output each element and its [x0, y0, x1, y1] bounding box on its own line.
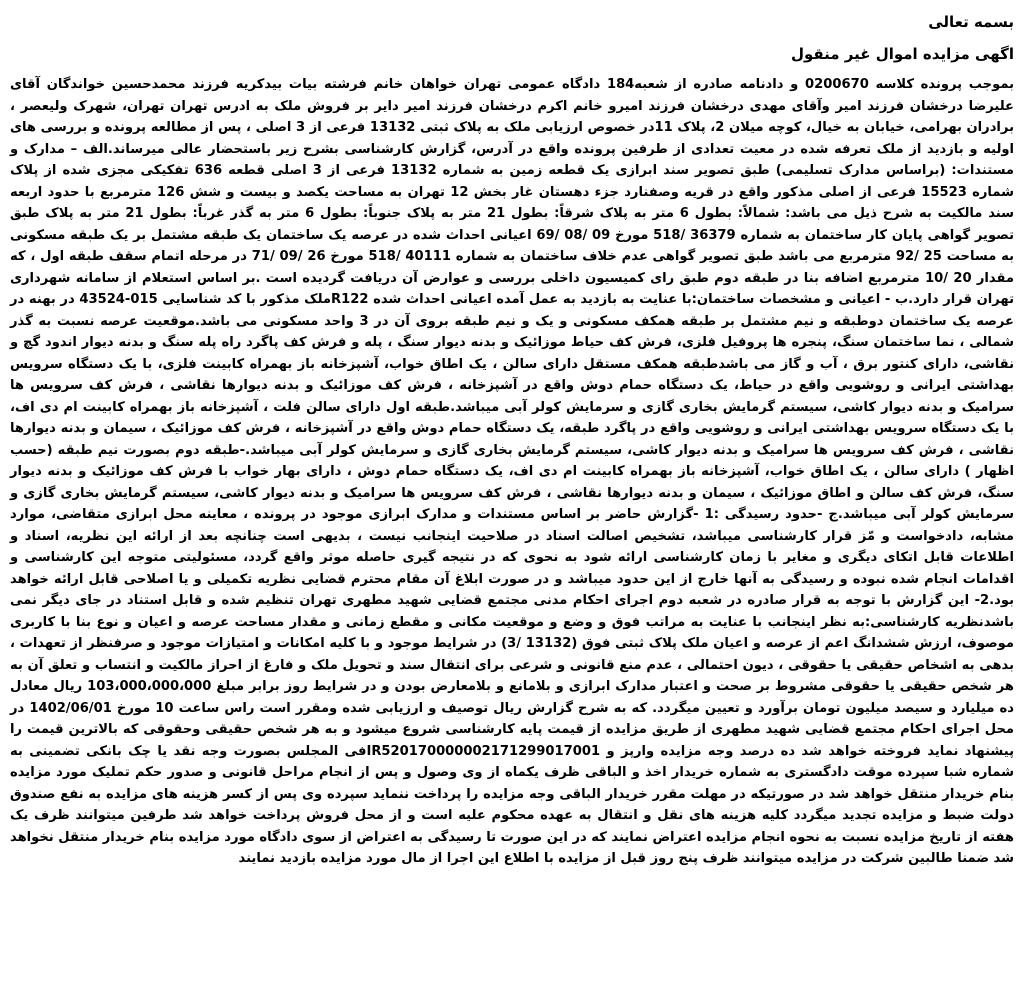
- notice-body-text: بموجب پرونده کلاسه 0200670 و دادنامه صادره از شعبه184 دادگاه عمومی تهران خواهان خانم فرشته بیات بیدکریه فرزند محمدحسین خواندگان آقای علیرضا درخشان فرزند امیر وآقای مهدی درخشان فرزند امیرو خانم اکرم درخشان فرزند امیر دایر بر فروش ملک به ادرس تهران تهران، شهرک ولیعصر ، برادران بهرامی، خیابان به خیال، کوچه میلان 2، پلاک 11در خصوص ارزیابی ملک به پلاک ثبتی 13132 فرعی از 3 اصلی ، پس از مطالعه پرونده و بررسی های اولیه و بازدید از ملک تعرفه شده در معیت تعدادی از طرفین پرونده واقع در آدرس، گزارش کارشناسی بشرح زیر باستحضار عالی میرساند.الف – مدارک و مستندات: (براساس مدارک تسلیمی) طبق تصویر سند ابرازی یک قطعه زمین به شماره 13132 فرعی از 3 اصلی قطعه 636 تفکیکی مجزی شده از پلاک شماره 15523 فرعی از اصلی مذکور واقع در قریه وصفنارد جزء دهستان غار بخش 12 تهران به مساحت یکصد و بیست و شش 126 مترمربع با حدود اربعه سند مالکیت به شرح ذیل می باشد: شمالاً: بطول 6 متر به پلاک شرقاً: بطول 21 متر به پلاک جنوباً: بطول 6 متر به گذر غرباً: بطول 21 متر به پلاک طبق تصویر گواهی پایان کار ساختمان به شماره 36379 /518 مورخ 09 /08 /69 اعیانی احداث شده در عرصه یک ساختمان یک طبقه مشتمل بر یک طبقه مسکونی به مساحت 25 /92 مترمربع می باشد طبق تصویر گواهی عدم خلاف ساختمان به شماره 40111 /518 مورخ 26 /09 /71 در مرحله اتمام سقف طبقه اول ، که مقدار 20 /10 مترمربع اضافه بنا در طبقه دوم طبق رای کمیسیون داخلی بررسی و عوارض آن دریافت گردیده است .بر اساس استعلام از سامانه شهرداری تهران قرار دارد.ب - اعیانی و مشخصات ساختمان:با عنایت به بازدید به عمل آمده اعیانی احداث شده R122ملک مذکور با کد شناسایی 015-43524 در بهنه در عرصه یک ساختمان دوطبقه و نیم مشتمل بر طبقه همکف مسکونی و یک و نیم طبقه بروی آن در 3 واحد مسکونی می باشد.موقعیت عرصه نسبت به گذر شمالی ، نما ساختمان سنگ، پنجره ها پروفیل فلزی، فرش کف حیاط موزائیک و بدنه دیوار سنگ ، پله و فرش کف پاگرد راه پله سنگ و بدنه دیوار اندود گچ و نقاشی، دارای کنتور برق ، آب و گاز می باشدطبقه همکف مستقل دارای سالن ، یک اطاق خواب، آشپزخانه باز بهمراه کابینت فلزی، با یک دستگاه سرویس بهداشتی ایرانی و روشویی واقع در حیاط، یک دستگاه حمام دوش واقع در آشپزخانه ، فرش کف موزائیک و بدنه دیوارها نقاشی ، فرش کف سرویس ها سرامیک و بدنه دیوار کاشی، سیستم گرمایش بخاری گازی و سرمایش کولر آبی میباشد.طبقه اول دارای سالن فلت ، آشپزخانه باز بهمراه کابینت ام دی اف، با یک دستگاه سرویس بهداشتی ایرانی و روشویی واقع در پاگرد طبقه، یک دستگاه حمام دوش واقع در آشپزخانه ، فرش کف موزائیک ، سیمان و بدنه دیوارها نقاشی ، فرش کف سرویس ها سرامیک و بدنه دیوار کاشی، سیستم گرمایش بخاری گازی و سرمایش کولر آبی میباشد.-طبقه دوم بصورت نیم طبقه (حسب اظهار ) دارای سالن ، یک اطاق خواب، آشپزخانه باز بهمراه کابینت ام دی اف، یک دستگاه حمام دوش ، دارای بهار خواب با فرش کف موزائیک و بدنه دیوار سنگ، فرش کف سالن و اطاق موزائیک ، سیمان و بدنه دیوارها نقاشی ، فرش کف سرویس ها سرامیک و بدنه دیوار کاشی، سیستم گرمایش بخاری گازی و سرمایش کولر آبی میباشد.ج -حدود رسیدگی :1 -گزارش حاضر بر اساس مستندات و مدارک ابرازی موجود در پرونده ، معاینه محل ابرازی متقاضی، موارد مشابه، دادخواست و مّز قرار کارشناسی میباشد، تشخیص اصالت اسناد در صلاحیت اینجانب نیست ، بدیهی است چنانچه بعد از ارائه این نظریه، اسناد و اطلاعات قابل اتکای دیگری و مغایر با زمان کارشناسی ارائه شود به نحوی که در نتیجه گیری حاصله موثر واقع گردد، مسئولیتی متوجه این کارشناسی و اقدامات انجام شده نبوده و رسیدگی به آنها خارج از این حدود میباشد و در صورت ابلاغ آن مقام محترم قضایی نظریه تکمیلی و یا اصلاحی قابل ارائه خواهد بود.2- این گزارش با توجه به قرار صادره در شعبه دوم اجرای احکام مدنی مجتمع قضایی شهید مطهری تهران تنظیم شده و قابل استناد در جای دیگر نمی باشدنظریه کارشناسی:به نظر اینجانب با عنایت به مراتب فوق و وضع و موقعیت مکانی و مقطع زمانی و مقدار مساحت عرصه و اعیان و نوع بنا با کاربری موصوف، ارزش ششدانگ اعم از عرصه و اعیان ملک پلاک ثبتی فوق (13132 /3) در شرایط موجود و با کلیه امکانات و امتیازات موجود و صرفنظر از تعهدات ، بدهی به اشخاص حقیقی یا حقوقی ، دیون احتمالی ، عدم منع قانونی و شرعی برای انتقال سند و تحویل ملک و فارغ از احراز مالکیت و انتساب و تعلق آن به هر شخص حقیقی یا حقوقی مشروط بر صحت و اعتبار مدارک ابرازی و بلامانع و بلامعارض بودن و در شرایط روز برابر مبلغ 103،000،000،000 ریال معادل ده میلیارد و سیصد میلیون تومان برآورد و تعیین میگردد. که به شرح گزارش ریال توصیف و ارزیابی شده ومقرر است راس ساعت 10 مورخ 1402/06/01 در محل اجرای احکام مجتمع قضایی شهید مطهری از طریق مزایده از قیمت پایه کارشناسی شروع میشود و به هر شخص حقیقی وحقوقی که بالاترین قیمت را پیشنهاد نماید فروخته خواهد شد ده درصد وجه مزایده وارپز و IR520170000002171299017001فی المجلس بصورت وجه نقد یا چک بانکی تضمینی به شماره شبا سپرده موقت دادگستری به شماره خریدار اخذ و الباقی ظرف یکماه از وی وصول و پس از انجام مراحل قانونی و صدور حکم تملیک مورد مزایده بنام خریدار منتقل خواهد شد در صورتیکه در مهلت مقرر خریدار الباقی وجه مزایده را پرداخت ننماید سپرده وی پس از کسر هزینه های مزایده به نفع صندوق دولت ضبط و مزایده تجدید میگردد کلیه هزینه های نقل و انتقال به عهده محکوم علیه است و از محل فروش پرداخت خواهد شد طرفین میتوانند ظرف یک هفته از تاریخ مزایده نسبت به نحوه انجام مزایده اعتراض نمایند که در این صورت تا رسیدگی به اعتراض از سوی دادگاه مورد مزایده بنام خریدار منتقل نخواهد شد ضمنا طالبین شرکت در مزایده میتوانند ظرف پنج روز قبل از مزایده با اطلاع این اجرا از مال مورد مزایده بازدید نمایند: [10, 77, 1015, 866]
- basmala-heading: بسمه تعالی: [928, 13, 1014, 31]
- notice-title: اگهی مزایده اموال غیر منقول: [790, 45, 1014, 63]
